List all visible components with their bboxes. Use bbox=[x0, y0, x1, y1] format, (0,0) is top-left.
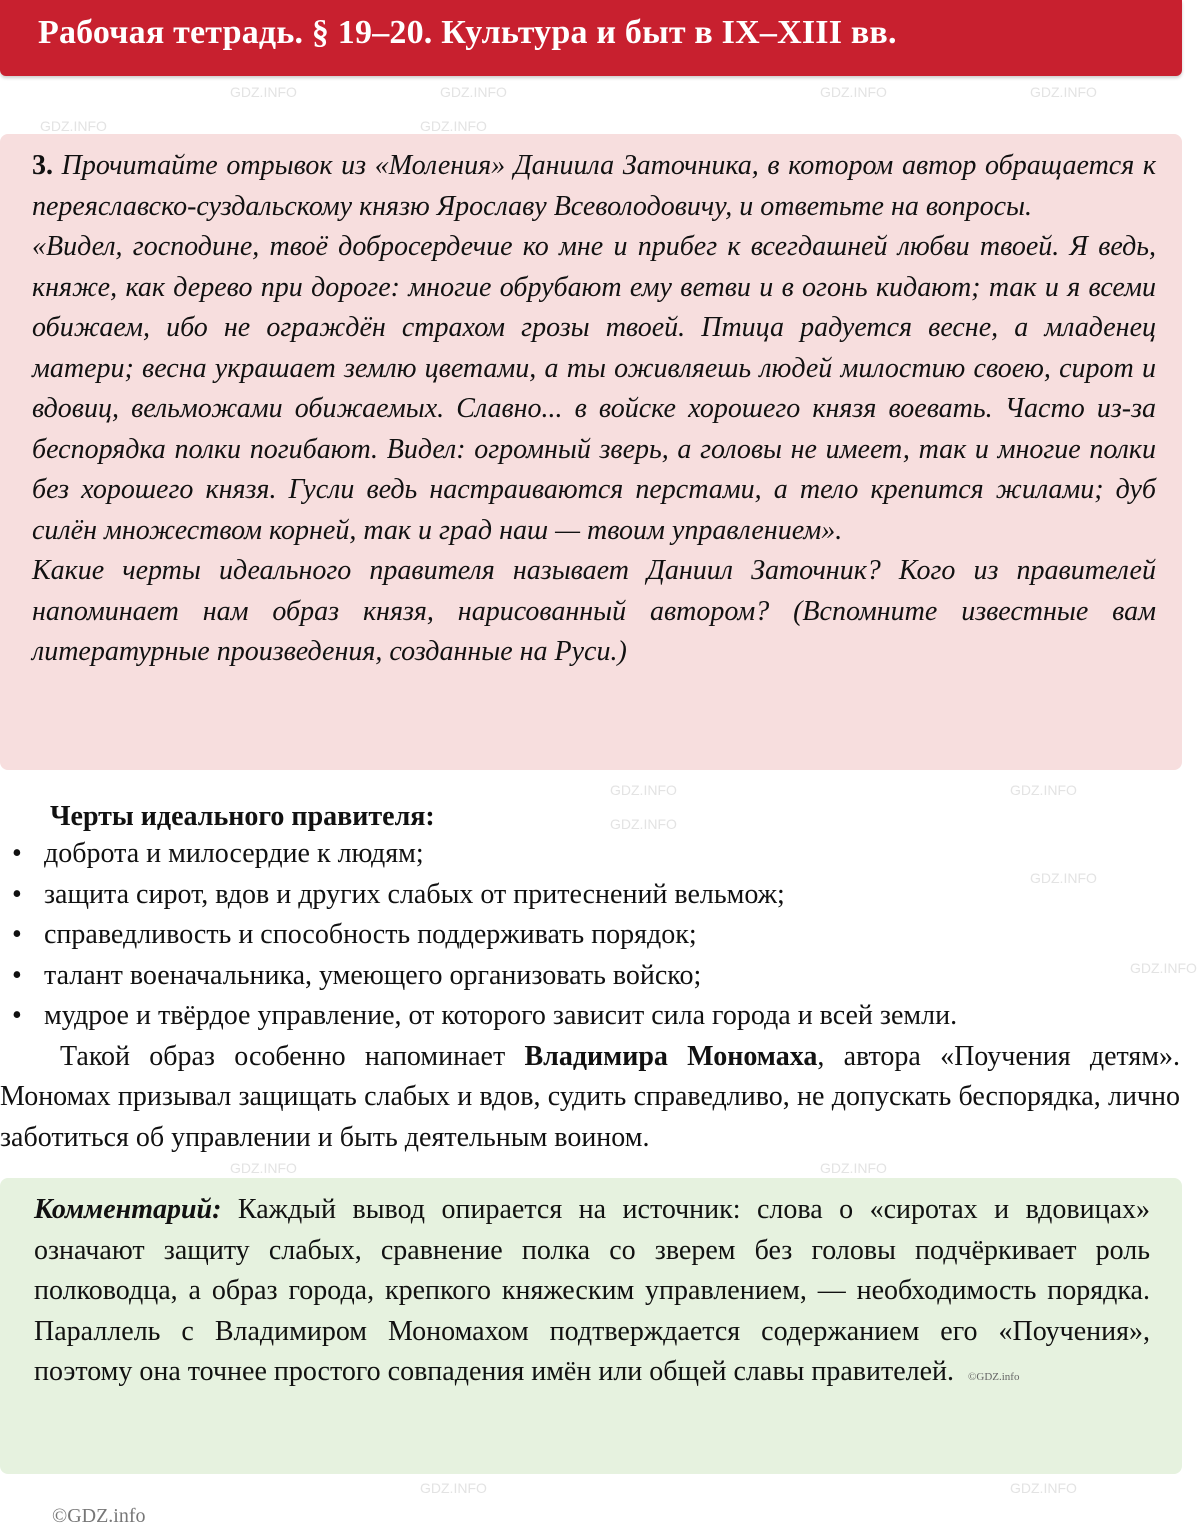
bullet-icon: • bbox=[12, 919, 22, 950]
page-header bbox=[0, 0, 1182, 76]
watermark: GDZ.INFO bbox=[230, 1160, 297, 1176]
list-item bbox=[0, 956, 1186, 997]
trait-text: справедливость и способность поддерживать порядок; bbox=[44, 919, 697, 950]
task-text bbox=[32, 146, 1156, 673]
answer-section bbox=[0, 800, 1186, 1158]
conclusion-text: Такой образ особенно напоминает bbox=[60, 1040, 525, 1072]
trait-text: талант военачальника, умеющего организовать войско; bbox=[44, 959, 702, 991]
watermark: GDZ.INFO bbox=[820, 84, 887, 100]
task-questions: Какие черты идеального правителя называет Даниил Заточник? Кого из правителей напоминает нам образ князя, нарисованный автором? (Вспомните известные вам литературные произведения, созданные на Руси.) bbox=[32, 555, 1156, 667]
task-quote: «Видел, господине, твоё добросердечие ко мне и прибег к всегдашней любви твоей. Я ведь, княже, как дерево при дороге: многие обрубают ему ветви и в огонь кидают; так и я всеми обижаем, ибо не ограждён страхом грозы твоей. Птица радуется весне, а младенец матери; весна украшает землю цветами, а ты оживляешь людей милостию своею, сирот и вдовиц, вельможами обижаемых. Славно... в войске хорошего князя воевать. Часто из-за беспорядка полки погибают. Видел: огромный зверь, а головы не имеет, так и многие полки без хорошего князя. Гусли ведь настраиваются перстами, а тело крепится жилами; дуб силён множеством корней, так и град наш — твоим управлением». bbox=[32, 231, 1156, 546]
bullet-icon: • bbox=[12, 1000, 22, 1031]
inline-copyright-mark: ©GDZ.info bbox=[968, 1371, 1020, 1383]
bullet-icon: • bbox=[12, 959, 22, 991]
watermark: GDZ.INFO bbox=[420, 1480, 487, 1496]
comment-label: Комментарий: bbox=[34, 1194, 222, 1225]
watermark: GDZ.INFO bbox=[1030, 870, 1097, 886]
watermark: GDZ.INFO bbox=[1010, 782, 1077, 798]
traits-list bbox=[0, 834, 1186, 1037]
watermark: GDZ.INFO bbox=[610, 782, 677, 798]
answer-conclusion bbox=[0, 1037, 1186, 1159]
watermark: GDZ.INFO bbox=[230, 84, 297, 100]
task-intro bbox=[32, 146, 1156, 227]
watermark: GDZ.INFO bbox=[820, 1160, 887, 1176]
watermark: GDZ.INFO bbox=[1130, 960, 1197, 976]
watermark: GDZ.INFO bbox=[420, 118, 487, 134]
list-item bbox=[0, 996, 1186, 1037]
list-item bbox=[0, 834, 1186, 875]
watermark: GDZ.INFO bbox=[1030, 84, 1097, 100]
list-item bbox=[0, 915, 1186, 956]
watermark: GDZ.INFO bbox=[440, 84, 507, 100]
watermark: GDZ.INFO bbox=[1010, 1480, 1077, 1496]
bullet-icon: • bbox=[12, 838, 22, 869]
watermark: GDZ.INFO bbox=[40, 118, 107, 134]
task-number: 3. bbox=[32, 150, 53, 181]
conclusion-name: Владимира Мономаха bbox=[524, 1040, 818, 1072]
trait-text: защита сирот, вдов и других слабых от притеснений вельмож; bbox=[44, 878, 785, 910]
comment-body: Каждый вывод опирается на источник: слова о «сиротах и вдовицах» означают защиту слабых, сравнение полка со зверем без головы подчёркивает роль полководца, а образ города, крепкого княжеским управлением, — необходимость порядка. Параллель с Владимиром Мономахом подтверждается содержанием его «Поучения», поэтому она точнее простого совпадения имён или общей славы правителей. bbox=[34, 1194, 1150, 1387]
conclusion-text-rest: , автора «Поучения детям». Мономах призывал защищать слабых и вдов, судить справедливо, не допускать беспорядка, лично заботиться об управлении и быть деятельным воином. bbox=[0, 1040, 1180, 1153]
trait-text: доброта и милосердие к людям; bbox=[44, 838, 424, 869]
footer-copyright: ©GDZ.info bbox=[52, 1505, 146, 1527]
comment-text bbox=[34, 1190, 1150, 1398]
task-intro-text: Прочитайте отрывок из «Моления» Даниила Заточника, в котором автор обращается к переяславско-суздальскому князю Ярославу Всеволодовичу, и ответьте на вопросы. bbox=[32, 150, 1157, 222]
trait-text: мудрое и твёрдое управление, от которого зависит сила города и всей земли. bbox=[44, 1000, 958, 1031]
list-item bbox=[0, 875, 1186, 916]
page-title: Рабочая тетрадь. § 19–20. Культура и быт в IX–XIII вв. bbox=[38, 14, 897, 51]
answer-heading: Черты идеального правителя: bbox=[50, 801, 435, 832]
bullet-icon: • bbox=[12, 878, 22, 910]
watermark: GDZ.INFO bbox=[610, 816, 677, 832]
